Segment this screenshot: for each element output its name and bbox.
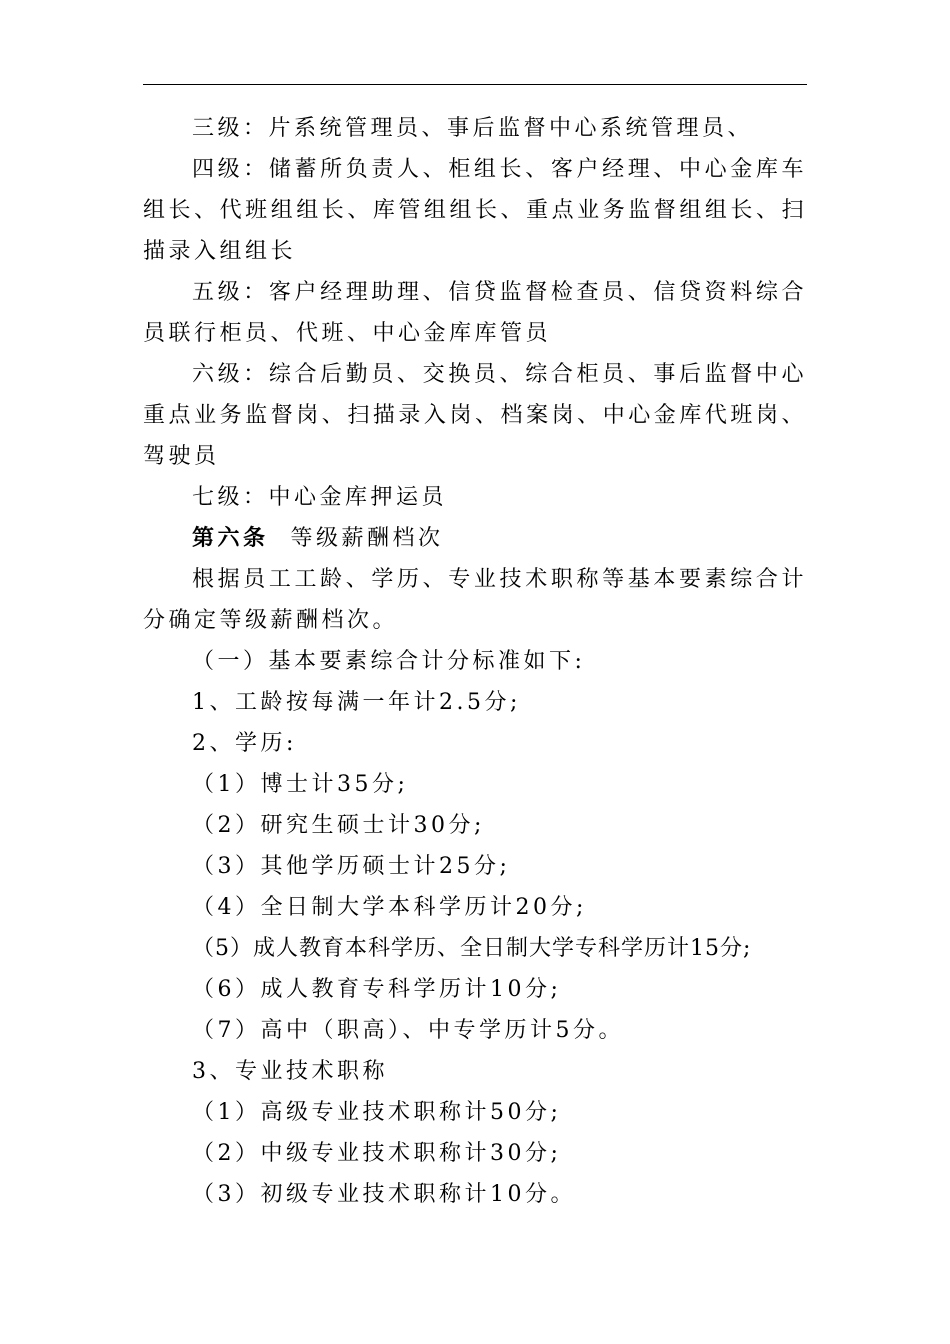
list-item: （5）成人教育本科学历、全日制大学专科学历计15分;: [192, 936, 752, 961]
document-body: [143, 108, 807, 1215]
article-intro: 根据员工工龄、学历、专业技术职称等基本要素综合计分确定等级薪酬档次。: [143, 567, 807, 633]
list-item: （2）研究生硕士计30分;: [192, 813, 485, 838]
header-rule: [143, 84, 807, 85]
paragraph-grade-7: 七级：中心金库押运员: [192, 485, 448, 510]
list-item: （2）中级专业技术职称计30分;: [192, 1141, 562, 1166]
list-item: 3、专业技术职称: [192, 1059, 388, 1084]
list-item: （1）博士计35分;: [192, 772, 409, 797]
article-number: 第六条: [192, 525, 269, 551]
article-title: 等级薪酬档次: [290, 526, 444, 551]
paragraph-grade-5: 五级：客户经理助理、信贷监督检查员、信贷资料综合员联行柜员、代班、中心金库库管员: [143, 280, 807, 346]
list-item: 1、工龄按每满一年计2.5分;: [192, 690, 521, 715]
article-heading: [143, 518, 807, 559]
list-item: （一）基本要素综合计分标准如下:: [192, 649, 586, 674]
list-item: （3）初级专业技术职称计10分。: [192, 1182, 576, 1207]
list-item: （4）全日制大学本科学历计20分;: [192, 895, 587, 920]
list-item: 2、学历:: [192, 731, 297, 756]
paragraph-grade-3: 三级：片系统管理员、事后监督中心系统管理员、: [192, 116, 754, 141]
paragraph-grade-4: 四级：储蓄所负责人、柜组长、客户经理、中心金库车组长、代班组组长、库管组组长、重点业务监督组组长、扫描录入组组长: [143, 157, 807, 264]
list-item: （1）高级专业技术职称计50分;: [192, 1100, 562, 1125]
list-item: （3）其他学历硕士计25分;: [192, 854, 511, 879]
list-item: （7）高中（职高）、中专学历计5分。: [192, 1018, 624, 1043]
paragraph-grade-6: 六级：综合后勤员、交换员、综合柜员、事后监督中心重点业务监督岗、扫描录入岗、档案岗、中心金库代班岗、驾驶员: [143, 362, 807, 469]
list-item: （6）成人教育专科学历计10分;: [192, 977, 562, 1002]
